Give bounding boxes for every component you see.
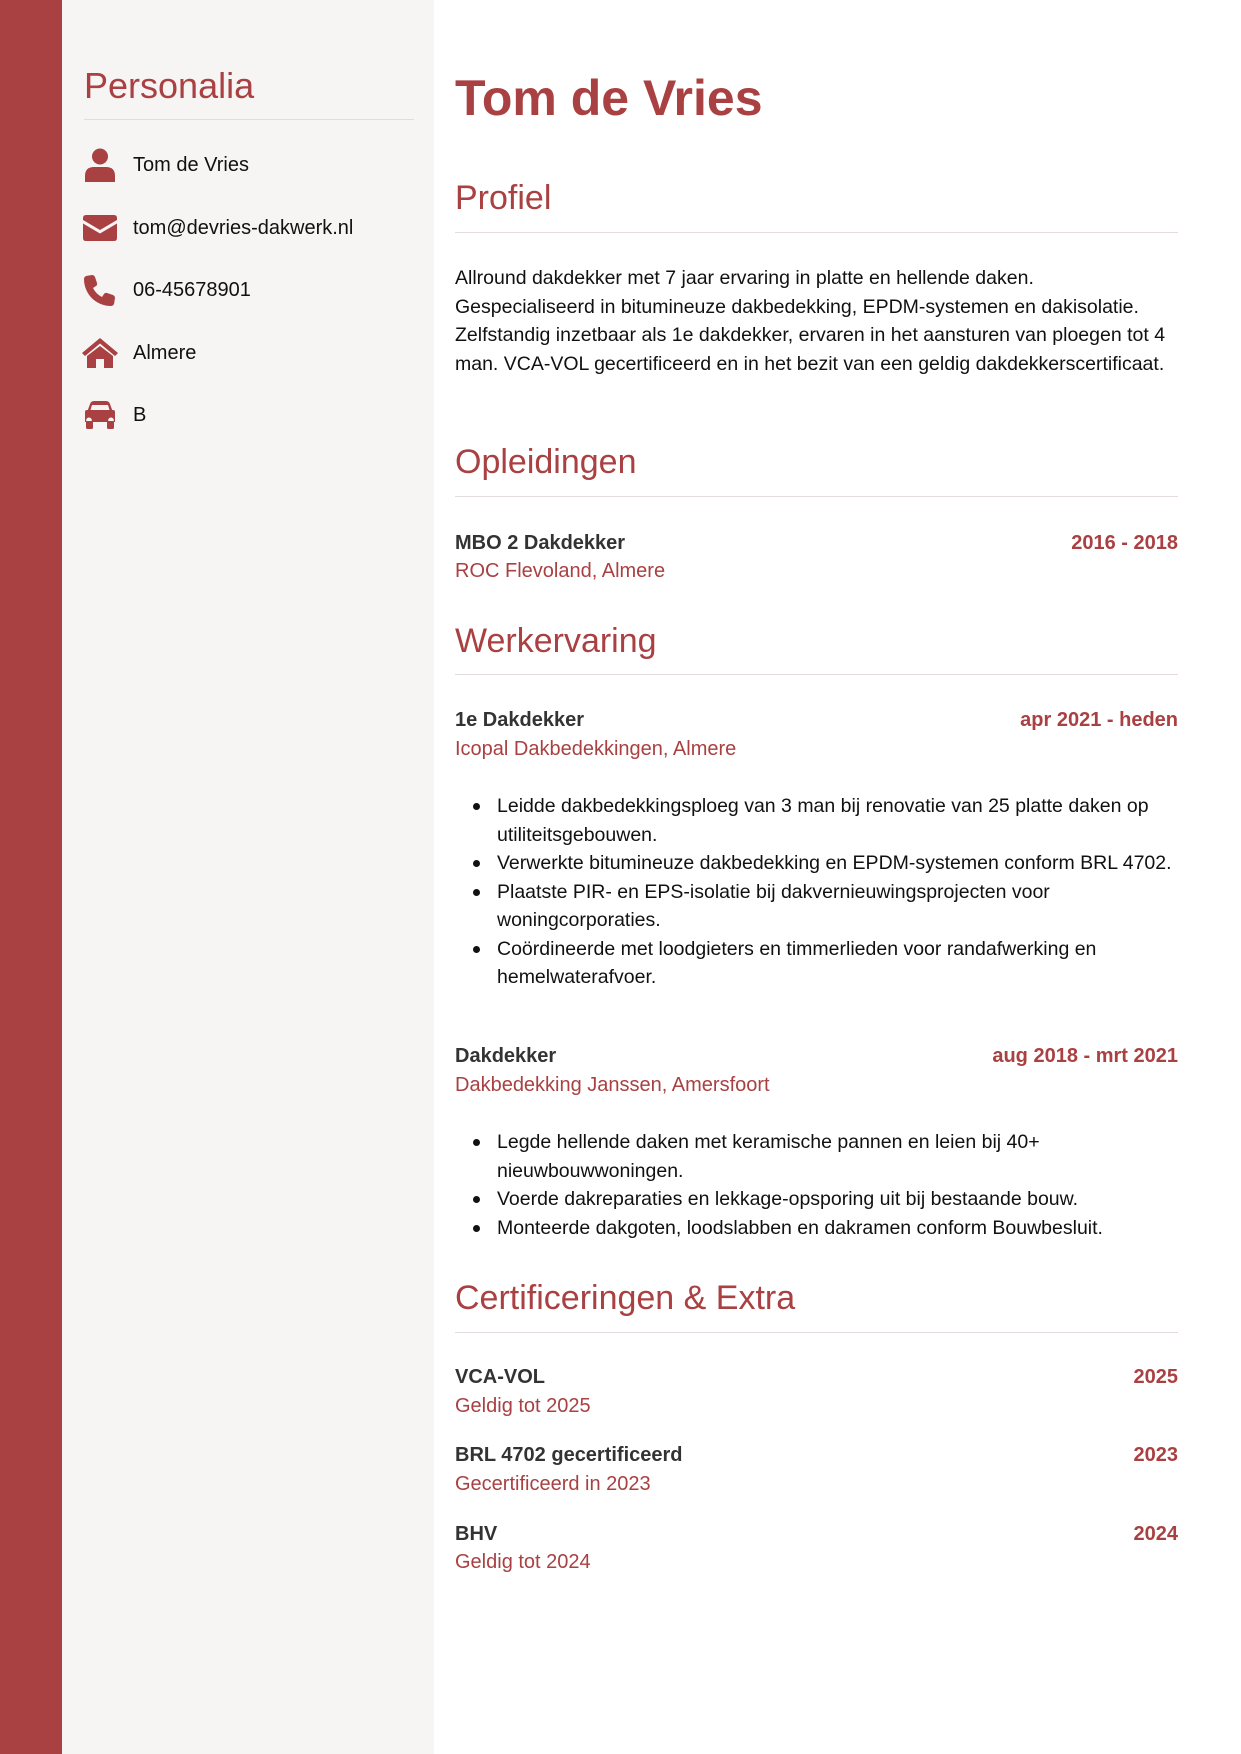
- job-employer: Dakbedekking Janssen, Amersfoort: [455, 1074, 770, 1096]
- phone-icon: [82, 273, 118, 307]
- home-icon: [82, 336, 118, 370]
- cert-note: Geldig tot 2025: [455, 1395, 591, 1417]
- job-bullet: Plaatste PIR- en EPS-isolatie bij dakvernieuwingsprojecten voor woningcorporaties.: [455, 878, 1178, 935]
- job-date: aug 2018 - mrt 2021: [992, 1045, 1178, 1067]
- cert-year: 2023: [1133, 1444, 1178, 1466]
- section-title-education: Opleidingen: [455, 443, 637, 481]
- section-divider: [455, 232, 1178, 233]
- contact-license-text: B: [133, 403, 147, 426]
- contact-email-text[interactable]: tom@devries-dakwerk.nl: [133, 216, 354, 239]
- cert-title: BHV: [455, 1523, 498, 1545]
- car-icon: [82, 398, 118, 432]
- job-bullet: Verwerkte bitumineuze dakbedekking en EPDM-systemen conform BRL 4702.: [455, 849, 1178, 878]
- candidate-name: Tom de Vries: [455, 70, 763, 126]
- contact-name: [82, 147, 249, 183]
- job-title: 1e Dakdekker: [455, 709, 584, 731]
- job-bullet: Monteerde dakgoten, loodslabben en dakramen conform Bouwbesluit.: [455, 1214, 1178, 1243]
- section-divider: [455, 674, 1178, 675]
- profile-text: Allround dakdekker met 7 jaar ervaring in platte en hellende daken. Gespecialiseerd in bitumineuze dakbedekking, EPDM-systemen en dakisolatie. Zelfstandig inzetbaar als 1e dakdekker, ervaren in het aansturen van ploegen tot 4 man. VCA-VOL gecertificeerd en in het bezit van een geldig dakdekkerscertificaat.: [455, 267, 1166, 375]
- accent-bar: [0, 0, 62, 1754]
- job-bullets: [455, 1128, 1178, 1242]
- contact-city: [82, 335, 196, 371]
- section-title-profile: Profiel: [455, 179, 552, 217]
- contact-city-text: Almere: [133, 341, 197, 364]
- job-title: Dakdekker: [455, 1045, 557, 1067]
- contact-phone-text[interactable]: 06-45678901: [133, 278, 251, 301]
- envelope-icon: [82, 211, 118, 245]
- contact-phone[interactable]: [82, 272, 251, 308]
- sidebar-background: [62, 0, 434, 1754]
- section-divider: [455, 496, 1178, 497]
- section-title-experience: Werkervaring: [455, 622, 657, 660]
- section-title-certifications: Certificeringen & Extra: [455, 1279, 796, 1317]
- cert-year: 2024: [1133, 1523, 1178, 1545]
- job-employer: Icopal Dakbedekkingen, Almere: [455, 738, 737, 760]
- cert-year: 2025: [1133, 1366, 1178, 1388]
- cert-title: VCA-VOL: [455, 1366, 545, 1388]
- education-school: ROC Flevoland, Almere: [455, 560, 666, 582]
- job-bullet: Voerde dakreparaties en lekkage-opsporing uit bij bestaande bouw.: [455, 1185, 1178, 1214]
- contact-license: [82, 397, 146, 433]
- section-divider: [455, 1332, 1178, 1333]
- job-bullet: Leidde dakbedekkingsploeg van 3 man bij renovatie van 25 platte daken op utiliteitsgebouwen.: [455, 792, 1178, 849]
- job-bullet: Legde hellende daken met keramische pannen en leien bij 40+ nieuwbouwwoningen.: [455, 1128, 1178, 1185]
- contact-name-text: Tom de Vries: [133, 153, 249, 176]
- cert-note: Geldig tot 2024: [455, 1551, 591, 1573]
- cert-note: Gecertificeerd in 2023: [455, 1473, 651, 1495]
- contact-email[interactable]: [82, 210, 353, 246]
- job-date: apr 2021 - heden: [1020, 709, 1178, 731]
- education-title: MBO 2 Dakdekker: [455, 532, 626, 554]
- sidebar-divider: [84, 119, 414, 120]
- cert-title: BRL 4702 gecertificeerd: [455, 1444, 683, 1466]
- job-bullets: [455, 792, 1178, 992]
- sidebar-title: Personalia: [84, 65, 255, 106]
- user-icon: [82, 148, 118, 182]
- job-bullet: Coördineerde met loodgieters en timmerlieden voor randafwerking en hemelwaterafvoer.: [455, 935, 1178, 992]
- education-date: 2016 - 2018: [1071, 532, 1178, 554]
